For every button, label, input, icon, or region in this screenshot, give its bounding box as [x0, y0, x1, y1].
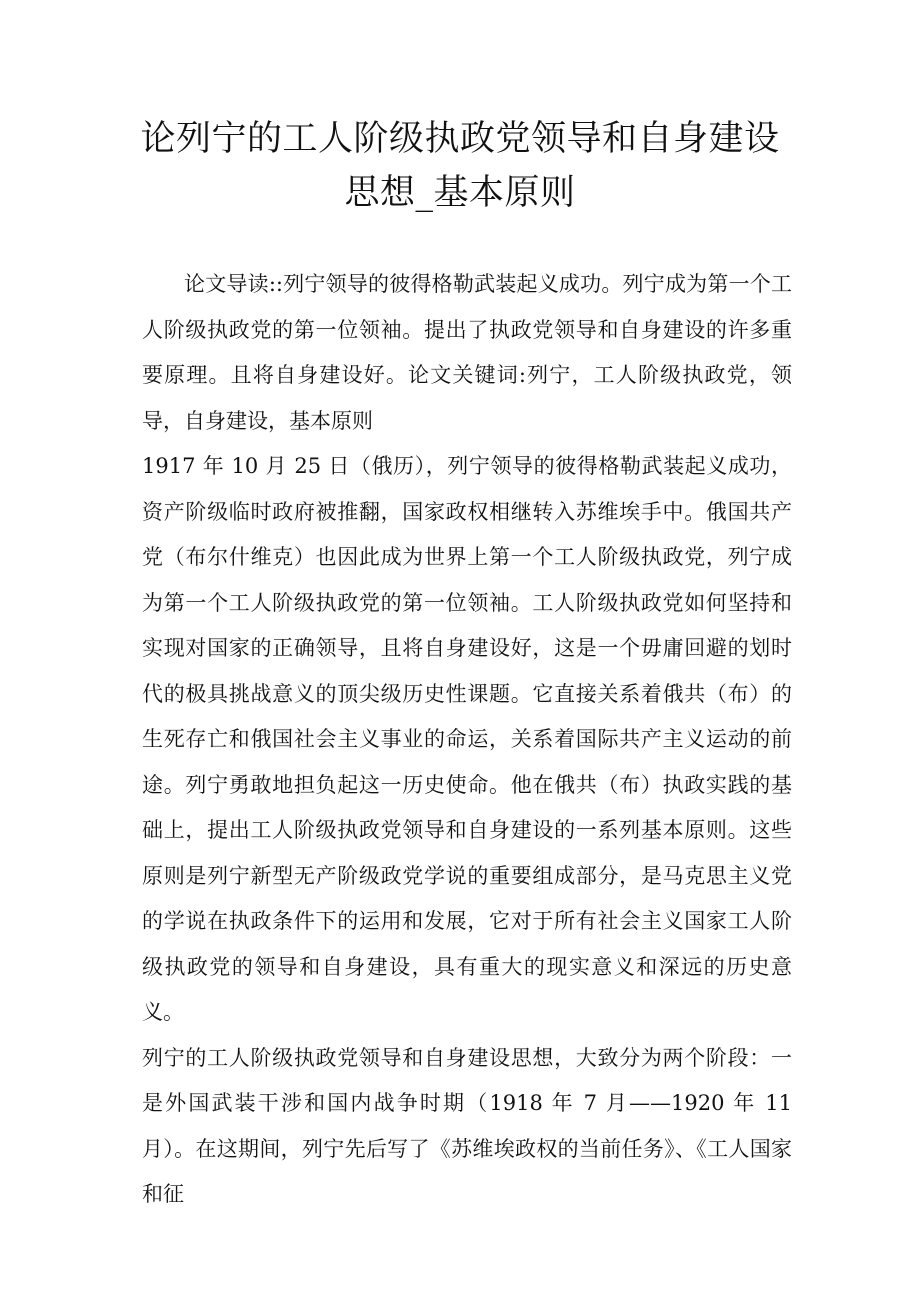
title-line-2: 思想_基本原则 [344, 173, 576, 213]
document-body [142, 262, 792, 1218]
body-paragraph: 列宁的工人阶级执政党领导和自身建设思想，大致分为两个阶段：一是外国武装干涉和国内战争时期（1918 年 7 月——1920 年 11 月）。在这期间，列宁先后写了《苏维埃政权的当前任务》、《工人国家和征 [142, 1045, 792, 1206]
document-title [100, 112, 820, 220]
title-line-1: 论列宁的工人阶级执政党领导和自身建设 [140, 119, 780, 159]
abstract-paragraph: 论文导读::列宁领导的彼得格勒武装起义成功。列宁成为第一个工人阶级执政党的第一位领袖。提出了执政党领导和自身建设的许多重要原理。且将自身建设好。论文关键词:列宁，工人阶级执政党，领导，自身建设，基本原则 [142, 272, 792, 433]
body-paragraph: 1917 年 10 月 25 日（俄历），列宁领导的彼得格勒武装起义成功，资产阶级临时政府被推翻，国家政权相继转入苏维埃手中。俄国共产党（布尔什维克）也因此成为世界上第一个工人阶级执政党，列宁成为第一个工人阶级执政党的第一位领袖。工人阶级执政党如何坚持和实现对国家的正确领导，且将自身建设好，这是一个毋庸回避的划时代的极具挑战意义的顶尖级历史性课题。它直接关系着俄共（布）的生死存亡和俄国社会主义事业的命运，关系着国际共产主义运动的前途。列宁勇敢地担负起这一历史使命。他在俄共（布）执政实践的基础上，提出工人阶级执政党领导和自身建设的一系列基本原则。这些原则是列宁新型无产阶级政党学说的重要组成部分，是马克思主义党的学说在执政条件下的运用和发展，它对于所有社会主义国家工人阶级执政党的领导和自身建设，具有重大的现实意义和深远的历史意义。 [142, 454, 792, 1024]
